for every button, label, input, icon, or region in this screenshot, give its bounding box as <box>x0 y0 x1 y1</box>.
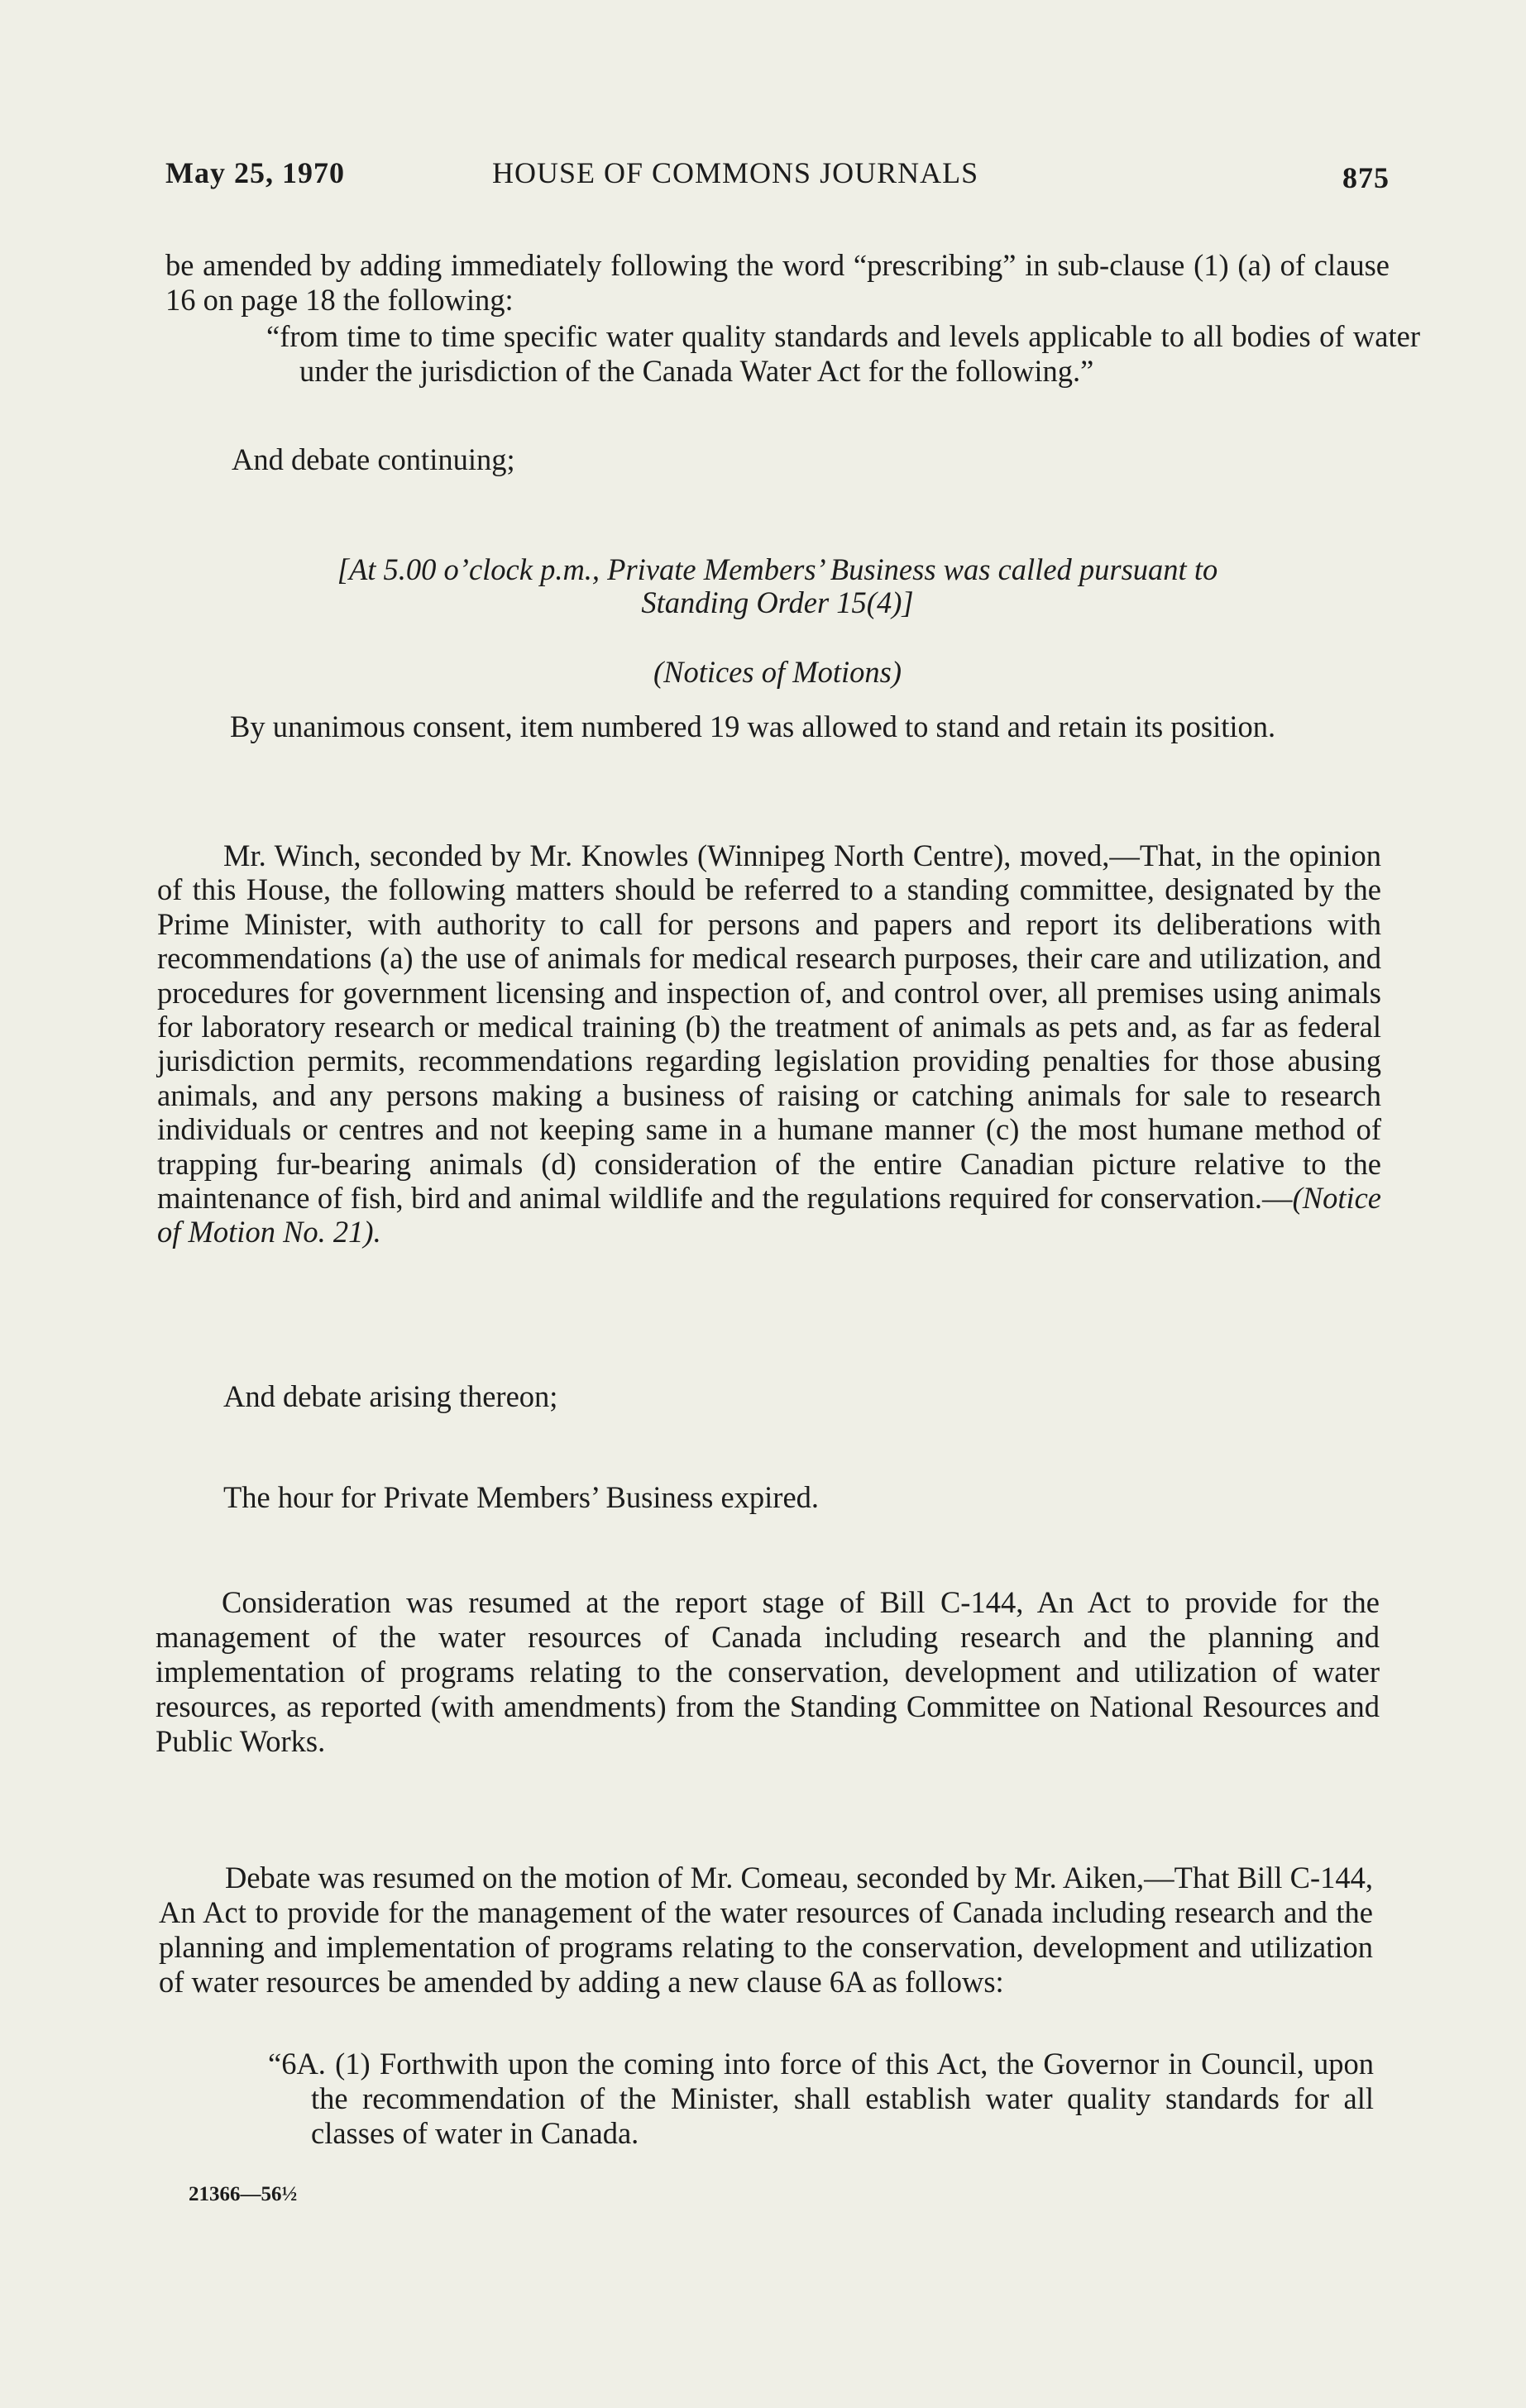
winch-motion-text: Mr. Winch, seconded by Mr. Knowles (Winnipeg North Centre), moved,—That, in the opinion of this House, the following matters should be referred to a standing committee, designated by the Prime Minister, with authority to call for persons and papers and report its deliberations with recommendations (a) the use of animals for medical research purposes, their care and utilization, and procedures for government licensing and inspection of, and control over, all premises using animals for laboratory research or medical training (b) the treatment of animals as pets and, as far as federal jurisdiction permits, recommendations regarding legislation providing penalties for those abusing animals, and any persons making a business of raising or catching animals for sale to research individuals or centres and not keeping same in a humane manner (c) the most humane method of trapping fur-bearing animals (d) consideration of the entire Canadian picture relative to the maintenance of fish, bird and animal wildlife and the regulations required for conservation.— <box>157 838 1381 1216</box>
header-title: HOUSE OF COMMONS JOURNALS <box>492 156 979 189</box>
private-members-note-line1: [At 5.00 o’clock p.m., Private Members’ Business was called pursuant to <box>337 552 1218 586</box>
debate-arising: And debate arising thereon; <box>223 1379 558 1413</box>
private-members-note-line2: Standing Order 15(4)] <box>641 585 914 619</box>
clause-6a-quote: “6A. (1) Forthwith upon the coming into force of this Act, the Governor in Council, upon the recommendation of the Minister, shall establish water quality standards for all classes of water in Canada. <box>268 2047 1374 2150</box>
winch-motion-paragraph <box>157 838 1381 1249</box>
comeau-motion-paragraph: Debate was resumed on the motion of Mr. Comeau, seconded by Mr. Aiken,—That Bill C-144, An Act to provide for the management of the water resources of Canada including research and the planning and implementation of programs relating to the conservation, development and utilization of water resources be amended by adding a new clause 6A as follows: <box>159 1861 1373 1999</box>
debate-continuing: And debate continuing; <box>232 442 515 476</box>
amendment-paragraph: be amended by adding immediately following the word “prescribing” in sub-clause (1) (a) of clause 16 on page 18 the following: <box>165 248 1390 317</box>
header-date: May 25, 1970 <box>165 156 345 189</box>
notices-of-motions-heading: (Notices of Motions) <box>653 655 902 689</box>
page-header <box>165 155 1390 197</box>
bill-c144-consideration-paragraph: Consideration was resumed at the report stage of Bill C-144, An Act to provide for the management of the water resources of Canada including research and the planning and implementation of programs relating to the conservation, development and utilization of water resources, as reported (with amendments) from the Standing Committee on National Resources and Public Works. <box>155 1585 1380 1758</box>
amendment-quote: “from time to time specific water quality standards and levels applicable to all bodies of water under the jurisdiction of the Canada Water Act for the following.” <box>266 319 1420 388</box>
hour-expired: The hour for Private Members’ Business expired. <box>223 1480 820 1514</box>
page-number: 875 <box>1342 161 1390 194</box>
unanimous-consent-paragraph: By unanimous consent, item numbered 19 was allowed to stand and retain its position. <box>230 710 1276 743</box>
printer-code: 21366—56½ <box>189 2183 298 2205</box>
notice-of-motion-reference: (Notice of Motion No. 21). <box>157 1181 1381 1249</box>
